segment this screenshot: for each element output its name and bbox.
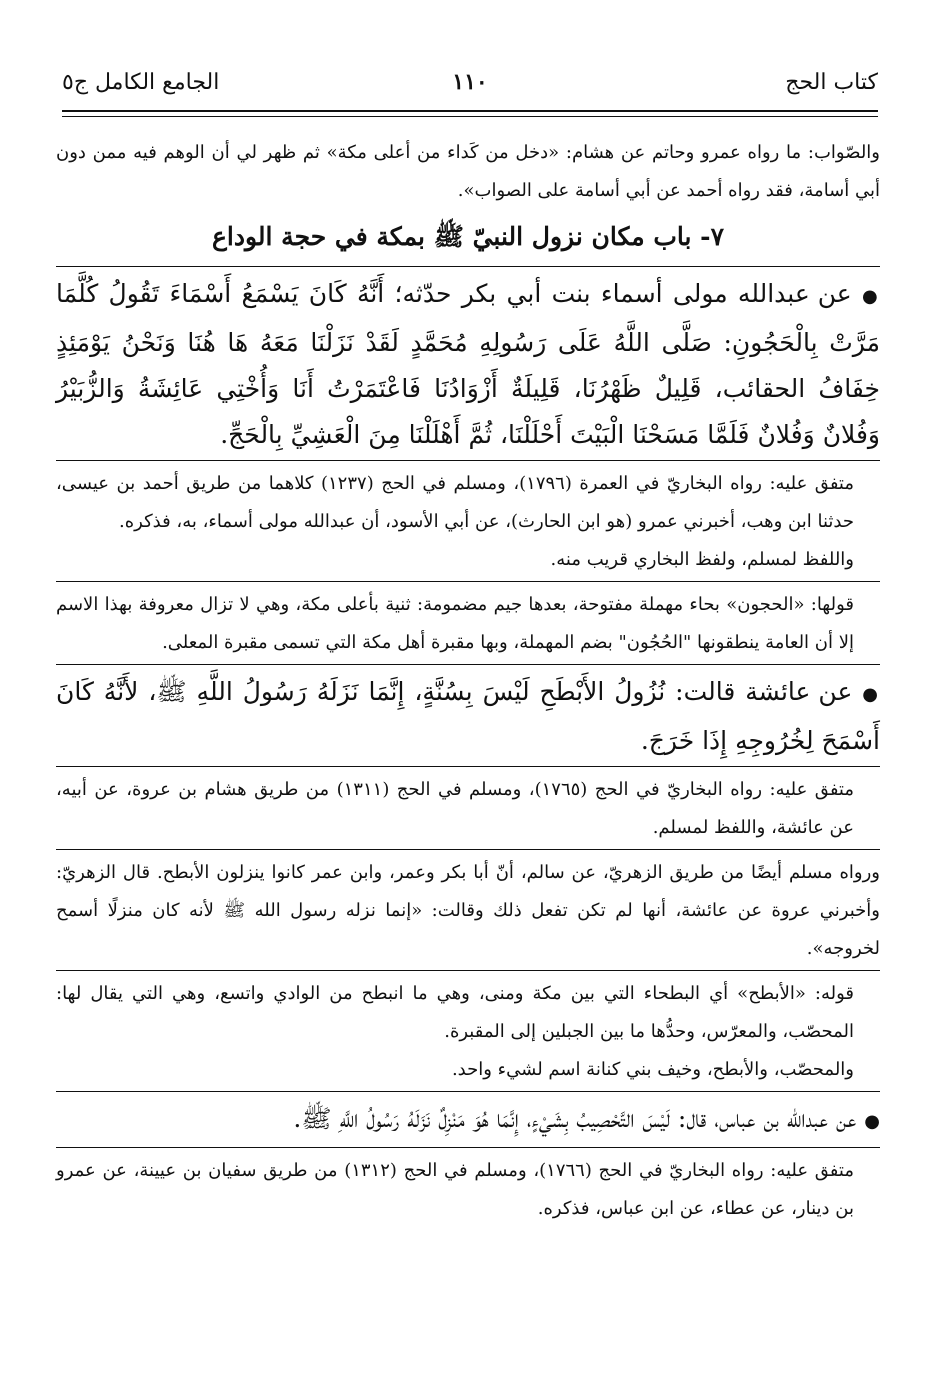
takhrij-1: متفق عليه: رواه البخاريّ في العمرة (١٧٩٦)، ومسلم في الحج (١٢٣٧) كلاهما من طريق أحمد بن عيسى، حدثنا ابن وهب، أخبرني عمرو (هو ابن الحارث)، عن أبي الأسود، أن عبدالله مولى أسماء، به، فذكره. xyxy=(56,473,855,532)
page-number: ١١٠ xyxy=(452,69,488,95)
explanation-1: قولها: «الحجون» بحاء مهملة مفتوحة، بعدها جيم مضمومة: ثنية بأعلى مكة، وهي لا تزال معروفة بهذا الاسم إلا أن العامة ينطقونها "الحُجُون" بضم المهملة، وبها مقبرة أهل مكة التي تسمى مقبرة المعلى. xyxy=(56,594,854,653)
explanation-2: قوله: «الأبطح» أي البطحاء التي بين مكة ومنى، وهي ما انبطح من الوادي واتسع، وهي التي يقال لها: المحصّب، والمعرّس، وحدُّها ما بين الجبلين إلى المقبرة. xyxy=(56,983,854,1042)
note-3-separator xyxy=(56,1091,880,1092)
hadith-3 xyxy=(56,1096,880,1145)
note-2: ورواه مسلم أيضًا من طريق الزهريّ، عن سالم، أنّ أبا بكر وعمر، وابن عمر كانوا ينزلون الأبطح. قال الزهريّ: وأخبرني عروة عن عائشة، أنها لم تكن تفعل ذلك وقالت: «إنما نزله رسول الله ﷺ لأنه كان منزلًا أسمح لخروجه». xyxy=(56,862,880,959)
volume-title: الجامع الكامل ج٥ xyxy=(62,69,220,95)
note-1: واللفظ لمسلم، ولفظ البخاري قريب منه. xyxy=(550,549,854,570)
note-1-separator xyxy=(56,581,880,582)
bullet-icon: ● xyxy=(864,1111,880,1132)
explanation-1-separator xyxy=(56,664,880,665)
hadith-1-separator xyxy=(56,460,880,461)
header-rule-thick xyxy=(62,110,878,112)
intro-paragraph: والصّواب: ما رواه عمرو وحاتم عن هشام: «دخل من كَداء من أعلى مكة» ثم ظهر لي أن الوهم فيه ممن دون أبي أسامة، فقد رواه أحمد عن أبي أسامة على الصواب». xyxy=(56,142,880,201)
book-title: كتاب الحج xyxy=(785,69,878,95)
note-3: والمحصّب، والأبطح، وخيف بني كنانة اسم لشيء واحد. xyxy=(451,1059,854,1080)
hadith-2-separator xyxy=(56,766,880,767)
hadith-2-text: عن عائشة قالت: نُزُولُ الأَبْطَحِ لَيْسَ بِسُنَّةٍ، إِنَّمَا نَزَلَهُ رَسُولُ اللَّهِ ﷺ، لأَنَّهُ كَانَ أَسْمَحَ لِخُرُوجِهِ إِذَا خَرَجَ. xyxy=(56,677,880,755)
heading-separator xyxy=(56,266,880,267)
bullet-icon: ● xyxy=(861,286,880,307)
takhrij-2-separator xyxy=(56,849,880,850)
note-2-separator xyxy=(56,970,880,971)
bullet-icon: ● xyxy=(862,684,880,705)
page-header xyxy=(62,62,878,102)
hadith-2 xyxy=(56,669,880,764)
hadith-1 xyxy=(56,271,880,458)
page-body xyxy=(56,134,880,1228)
hadith-3-text: عن عبدالله بن عباس، قال: لَيْسَ التَّحْصِيبُ بِشَيْءٍ، إِنَّمَا هُوَ مَنْزِلٌ نَزَلَهُ رَسُولُ اللَّهِ ﷺ. xyxy=(293,1104,857,1133)
takhrij-2: متفق عليه: رواه البخاريّ في الحج (١٧٦٥)، ومسلم في الحج (١٣١١) من طريق هشام بن عروة، عن أبيه، عن عائشة، واللفظ لمسلم. xyxy=(56,779,854,838)
header-rule-thin xyxy=(62,116,878,117)
hadith-1-text: عن عبدالله مولى أسماء بنت أبي بكر حدّثه؛ أَنَّهُ كَانَ يَسْمَعُ أَسْمَاءَ تَقُولُ كُلَّمَا مَرَّتْ بِالْحَجُونِ: صَلَّى اللَّهُ عَلَى رَسُولِهِ مُحَمَّدٍ لَقَدْ نَزَلْنَا مَعَهُ هَا هُنَا وَنَحْنُ يَوْمَئِذٍ خِفَافُ الحقائب، قَلِيلٌ ظَهْرُنَا، قَلِيلَةٌ أَزْوَادُنَا فَاعْتَمَرْتُ أَنَا وَأُخْتِي عَائِشَةُ وَالزُّبَيْرُ وَفُلانٌ وَفُلانٌ فَلَمَّا مَسَحْنَا الْبَيْتَ أَحْلَلْنَا، ثُمَّ أَهْلَلْنَا مِنَ الْعَشِيِّ بِالْحَجِّ. xyxy=(56,279,880,449)
hadith-3-separator xyxy=(56,1147,880,1148)
takhrij-3: متفق عليه: رواه البخاريّ في الحج (١٧٦٦)، ومسلم في الحج (١٣١٢) من طريق سفيان بن عيينة، عن عمرو بن دينار، عن عطاء، عن ابن عباس، فذكره. xyxy=(56,1160,854,1219)
chapter-heading: ٧- باب مكان نزول النبيّ ﷺ بمكة في حجة الوداع xyxy=(212,222,724,251)
